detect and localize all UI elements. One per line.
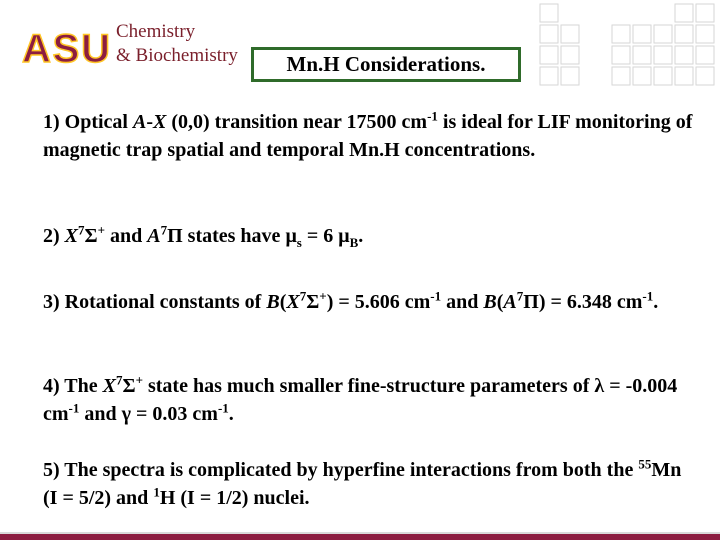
superscript: -1 [430,288,442,304]
sigma-symbol: Σ [122,375,136,397]
text: 4) The [43,375,103,397]
point-1 [43,108,693,164]
text: state has much smaller fine-structure parameters of [142,375,595,397]
mu-symbol: μ [285,225,297,247]
superscript: + [135,372,143,388]
text: ( [496,291,504,313]
point-5 [43,456,693,512]
subscript: s [296,235,302,250]
lambda-symbol: λ [594,375,605,397]
superscript: -1 [68,400,80,416]
text: ( [279,291,287,313]
text: = 0.03 cm [131,403,218,425]
state-A: A [133,111,147,133]
point-2 [43,222,693,250]
text: 5) The spectra is complicated by hyperfine interactions from both the [43,459,639,481]
pi-symbol: Π [523,291,539,313]
mu-symbol: μ [338,225,350,247]
text: = -0.004 cm [43,375,678,425]
point-3 [43,288,693,316]
state-A: A [147,225,161,247]
slide-header [0,0,720,90]
pi-symbol: Π [167,225,183,247]
text: and [441,291,484,313]
superscript: -1 [427,108,438,124]
text: ) = 6.348 cm [538,291,643,313]
text: . [358,225,364,247]
text: and [79,403,122,425]
text: = 6 [301,225,339,247]
state-X: X [102,375,116,397]
title-box [251,47,521,82]
svg-text:ASU: ASU [22,28,110,68]
text: . [228,403,234,425]
superscript: 1 [153,484,160,500]
superscript: 7 [160,222,168,238]
superscript: -1 [642,288,654,304]
text: Mn (I = 5/2) and [43,459,682,509]
asu-logo [22,28,112,68]
superscript: 7 [78,222,85,238]
state-X: X [153,111,167,133]
slide-title: Mn.H Considerations. [286,52,486,76]
superscript: 7 [115,372,123,388]
const-B: B [266,291,280,313]
text: 1) Optical [43,111,133,133]
department-name [116,20,238,68]
superscript: 7 [516,288,524,304]
state-A: A [503,291,517,313]
text: is ideal for LIF monitoring of magnetic trap spatial and temporal Mn.H concentrations. [43,111,693,161]
state-X: X [286,291,300,313]
const-B: B [483,291,497,313]
text: states have [182,225,286,247]
superscript: -1 [217,400,229,416]
text: - [146,111,154,133]
org-line-2: & Biochemistry [116,45,238,66]
gamma-symbol: γ [121,403,131,425]
text: (0,0) transition near 17500 cm [166,111,428,133]
sigma-symbol: Σ [306,291,320,313]
subscript: B [349,235,359,250]
superscript: + [319,288,327,304]
superscript: 7 [299,288,307,304]
superscript: 55 [638,456,652,472]
text: 2) [43,225,65,247]
sigma-symbol: Σ [84,225,98,247]
text: . [653,291,659,313]
text: H (I = 1/2) nuclei. [159,487,310,509]
footer-bar [0,534,720,540]
org-line-1: Chemistry [116,21,196,42]
text: 3) Rotational constants of [43,291,267,313]
state-X: X [64,225,79,247]
superscript: + [97,222,106,238]
text: ) = 5.606 cm [326,291,431,313]
text: and [105,225,148,247]
point-4 [43,372,693,428]
